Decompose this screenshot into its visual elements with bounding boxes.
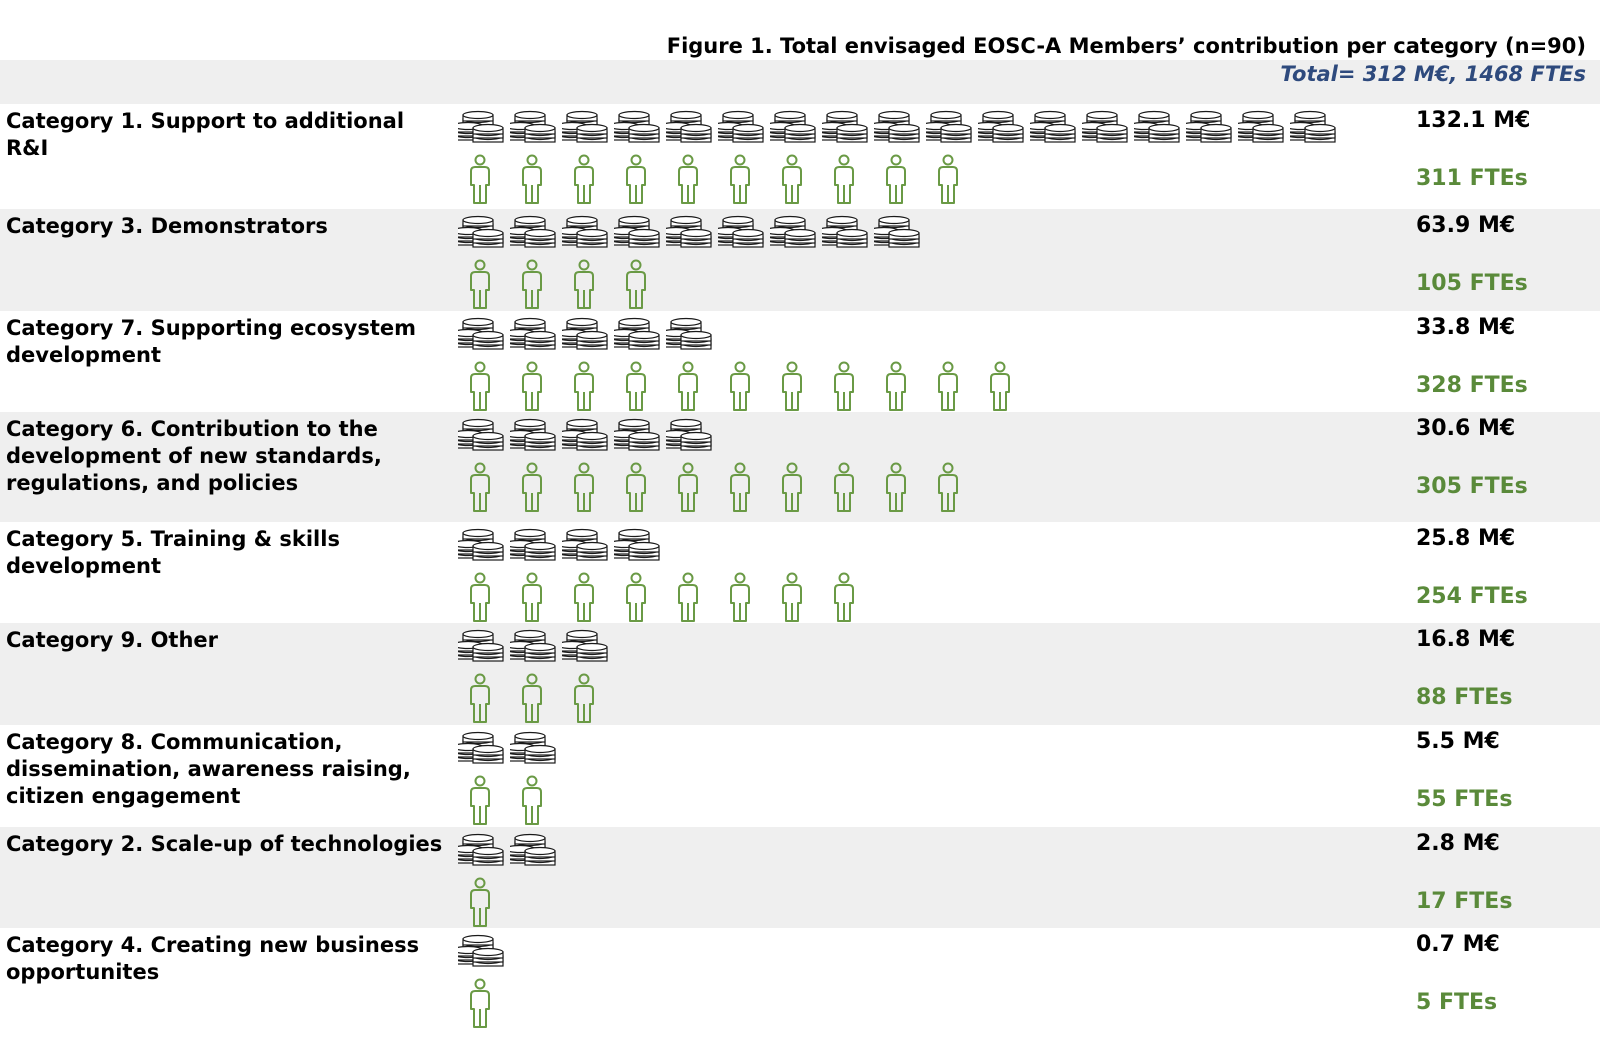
person-icon [936, 361, 960, 417]
category-row [0, 104, 1600, 209]
category-row [0, 827, 1600, 928]
person-icon [936, 154, 960, 210]
category-row [0, 522, 1600, 623]
person-icon [884, 462, 908, 518]
money-value: 0.7 M€ [1416, 932, 1500, 957]
money-value: 16.8 M€ [1416, 627, 1516, 652]
person-icon [520, 462, 544, 518]
person-icon [468, 877, 492, 933]
coin-stack-icon [1290, 110, 1338, 154]
person-icon [468, 259, 492, 315]
coin-stack-icon [666, 215, 714, 259]
person-icon [624, 462, 648, 518]
coin-stack-icon [1082, 110, 1130, 154]
coin-stack-icon [770, 110, 818, 154]
total-summary: Total= 312 M€, 1468 FTEs [1280, 62, 1586, 86]
coin-stack-icon [822, 110, 870, 154]
coin-stack-icon [614, 528, 662, 572]
fte-value: 55 FTEs [1416, 787, 1513, 812]
coin-stack-icon [562, 418, 610, 462]
coin-stack-icon [458, 317, 506, 361]
money-value: 30.6 M€ [1416, 416, 1516, 441]
money-value: 132.1 M€ [1416, 108, 1531, 133]
category-label: Category 1. Support to additional R&I [6, 109, 405, 160]
coin-stack-icon [666, 110, 714, 154]
person-icon [468, 572, 492, 628]
person-icon [572, 259, 596, 315]
person-icon [832, 154, 856, 210]
category-label: Category 5. Training & skills development [6, 527, 340, 578]
coin-stack-icon [510, 317, 558, 361]
category-row [0, 311, 1600, 412]
person-icon [832, 462, 856, 518]
coin-stack-icon [978, 110, 1026, 154]
person-icon [676, 462, 700, 518]
person-icon [884, 154, 908, 210]
person-icon [572, 462, 596, 518]
category-label: Category 6. Contribution to the development of new standards, regulations, and policies [6, 417, 382, 495]
person-icon [520, 154, 544, 210]
coin-stack-icon [614, 317, 662, 361]
person-icon [832, 572, 856, 628]
figure-title: Figure 1. Total envisaged EOSC-A Members’ contribution per category (n=90) [666, 34, 1586, 58]
money-value: 5.5 M€ [1416, 729, 1500, 754]
coin-stack-icon [562, 317, 610, 361]
category-label: Category 4. Creating new business opportunites [6, 933, 420, 984]
coin-stack-icon [926, 110, 974, 154]
coin-stack-icon [1134, 110, 1182, 154]
person-icon [780, 572, 804, 628]
person-icon [780, 154, 804, 210]
person-icon [468, 361, 492, 417]
category-row [0, 209, 1600, 311]
coin-stack-icon [458, 215, 506, 259]
coin-stack-icon [718, 215, 766, 259]
person-icon [936, 462, 960, 518]
coin-stack-icon [510, 110, 558, 154]
fte-value: 105 FTEs [1416, 271, 1528, 296]
person-icon [572, 673, 596, 729]
person-icon [572, 361, 596, 417]
category-row [0, 928, 1600, 1030]
fte-value: 88 FTEs [1416, 685, 1513, 710]
money-value: 2.8 M€ [1416, 831, 1500, 856]
person-icon [728, 462, 752, 518]
coin-stack-icon [458, 934, 506, 978]
person-icon [676, 572, 700, 628]
coin-stack-icon [770, 215, 818, 259]
money-value: 63.9 M€ [1416, 213, 1516, 238]
category-label: Category 8. Communication, dissemination, awareness raising, citizen engagement [6, 730, 411, 808]
person-icon [520, 259, 544, 315]
person-icon [468, 775, 492, 831]
fte-value: 254 FTEs [1416, 584, 1528, 609]
person-icon [780, 361, 804, 417]
coin-stack-icon [718, 110, 766, 154]
person-icon [520, 361, 544, 417]
person-icon [728, 154, 752, 210]
fte-value: 5 FTEs [1416, 990, 1498, 1015]
coin-stack-icon [1238, 110, 1286, 154]
coin-stack-icon [614, 110, 662, 154]
coin-stack-icon [458, 833, 506, 877]
person-icon [624, 259, 648, 315]
coin-stack-icon [1186, 110, 1234, 154]
category-label: Category 2. Scale-up of technologies [6, 832, 443, 856]
coin-stack-icon [666, 317, 714, 361]
coin-stack-icon [510, 418, 558, 462]
person-icon [520, 673, 544, 729]
coin-stack-icon [458, 731, 506, 775]
fte-value: 311 FTEs [1416, 166, 1528, 191]
fte-value: 328 FTEs [1416, 373, 1528, 398]
coin-stack-icon [822, 215, 870, 259]
person-icon [728, 361, 752, 417]
person-icon [572, 572, 596, 628]
coin-stack-icon [458, 528, 506, 572]
coin-stack-icon [874, 110, 922, 154]
coin-stack-icon [458, 110, 506, 154]
coin-stack-icon [458, 418, 506, 462]
category-row [0, 725, 1600, 827]
person-icon [676, 154, 700, 210]
person-icon [520, 775, 544, 831]
coin-stack-icon [666, 418, 714, 462]
category-row [0, 623, 1600, 725]
person-icon [468, 978, 492, 1034]
coin-stack-icon [510, 731, 558, 775]
coin-stack-icon [614, 215, 662, 259]
person-icon [468, 154, 492, 210]
category-label: Category 7. Supporting ecosystem development [6, 316, 417, 367]
person-icon [624, 361, 648, 417]
coin-stack-icon [510, 215, 558, 259]
category-row [0, 412, 1600, 522]
person-icon [780, 462, 804, 518]
coin-stack-icon [562, 528, 610, 572]
coin-stack-icon [458, 629, 506, 673]
coin-stack-icon [562, 629, 610, 673]
coin-stack-icon [510, 528, 558, 572]
person-icon [884, 361, 908, 417]
person-icon [676, 361, 700, 417]
person-icon [572, 154, 596, 210]
fte-value: 305 FTEs [1416, 474, 1528, 499]
money-value: 25.8 M€ [1416, 526, 1516, 551]
coin-stack-icon [510, 629, 558, 673]
coin-stack-icon [562, 215, 610, 259]
person-icon [728, 572, 752, 628]
coin-stack-icon [562, 110, 610, 154]
person-icon [468, 462, 492, 518]
fte-value: 17 FTEs [1416, 889, 1513, 914]
coin-stack-icon [1030, 110, 1078, 154]
money-value: 33.8 M€ [1416, 315, 1516, 340]
person-icon [832, 361, 856, 417]
person-icon [624, 572, 648, 628]
person-icon [988, 361, 1012, 417]
category-label: Category 9. Other [6, 628, 219, 652]
person-icon [520, 572, 544, 628]
coin-stack-icon [614, 418, 662, 462]
person-icon [624, 154, 648, 210]
coin-stack-icon [874, 215, 922, 259]
category-label: Category 3. Demonstrators [6, 214, 328, 238]
coin-stack-icon [510, 833, 558, 877]
person-icon [468, 673, 492, 729]
